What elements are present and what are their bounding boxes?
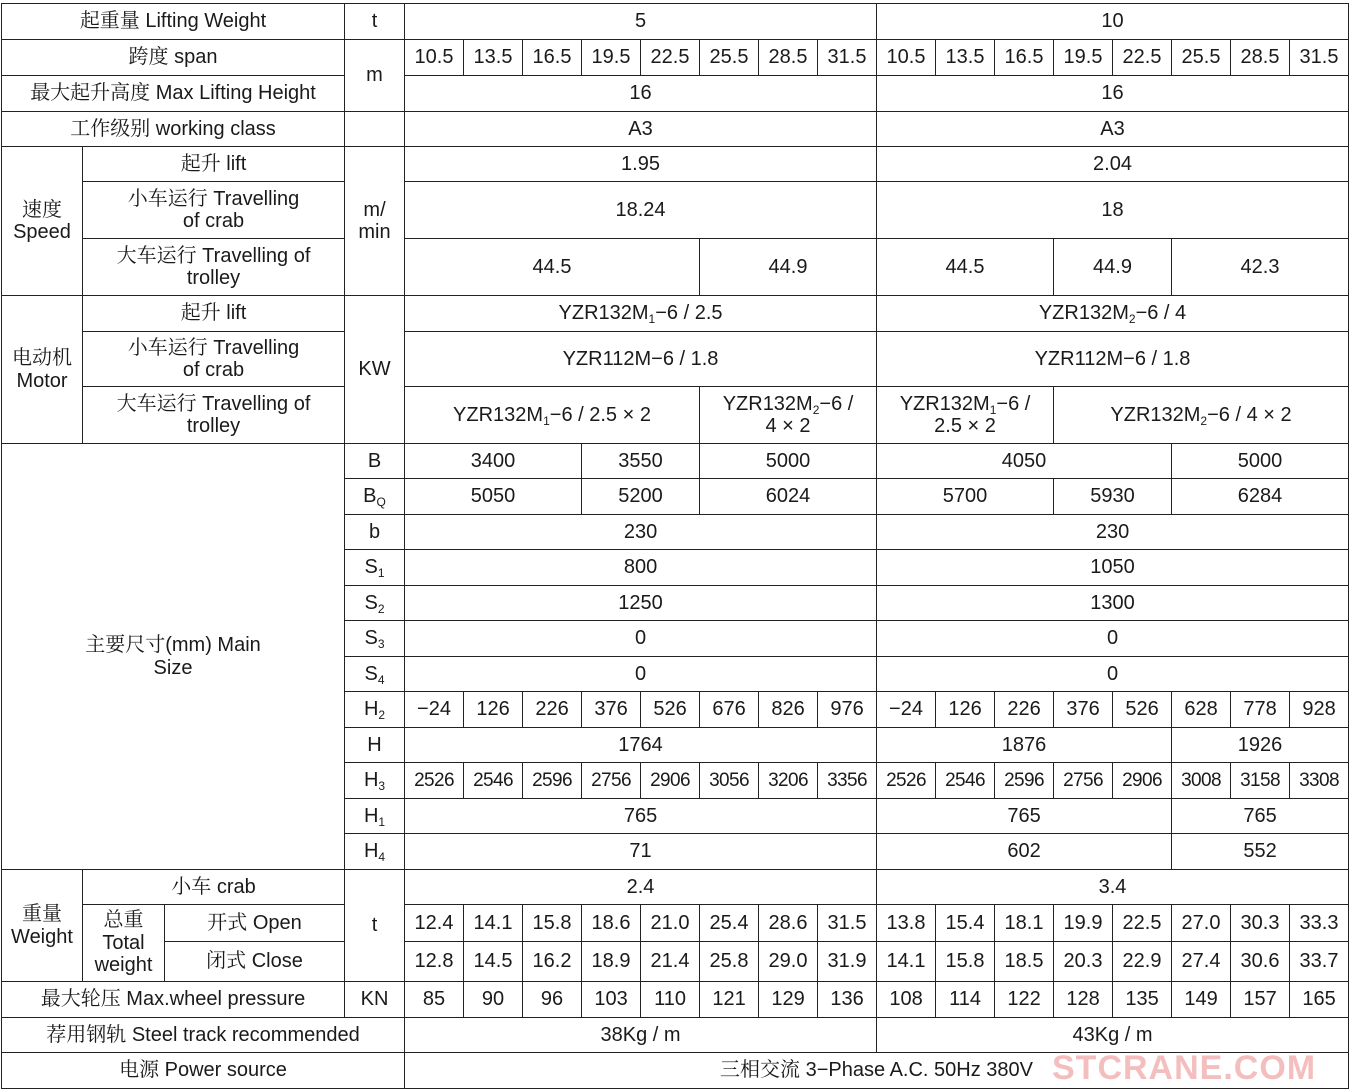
- row-speed-lift: [2, 147, 1349, 182]
- wheel-pressure-cell: 149: [1172, 982, 1231, 1018]
- dim-S4: [345, 657, 405, 692]
- weight-open-cell: 15.4: [936, 905, 995, 942]
- span-cell: 19.5: [1054, 40, 1113, 76]
- size-H-cell: 1764: [405, 728, 877, 763]
- span-cell: 28.5: [1231, 40, 1290, 76]
- row-weight-crab: [2, 870, 1349, 905]
- weight-crab-10: 3.4: [877, 870, 1349, 905]
- row-steel-track: [2, 1018, 1349, 1053]
- motor-trolley-c: [877, 387, 1054, 444]
- size-H-cell: 1926: [1172, 728, 1349, 763]
- size-H3-cell: 3206: [759, 763, 818, 799]
- weight-close-cell: 12.8: [405, 942, 464, 982]
- size-H4-cell: 602: [877, 834, 1172, 870]
- span-cell: 13.5: [936, 40, 995, 76]
- speed-lift-5: 1.95: [405, 147, 877, 182]
- span-cell: 31.5: [818, 40, 877, 76]
- wheel-pressure-cell: 108: [877, 982, 936, 1018]
- size-H3-cell: 2546: [936, 763, 995, 799]
- motor-trolley-a: [405, 387, 700, 444]
- motor-model: YZR132M: [899, 392, 990, 415]
- dim-B: B: [345, 444, 405, 479]
- row-weight-open: [2, 905, 1349, 942]
- motor-model: YZR132M: [453, 403, 544, 426]
- label-wheel-pressure: 最大轮压 Max.wheel pressure: [2, 982, 345, 1018]
- speed-trolley-cell: 44.5: [877, 239, 1054, 296]
- size-H3-cell: 2756: [582, 763, 641, 799]
- motor-subscript: 1: [648, 312, 656, 327]
- dim-letter: S: [364, 591, 378, 614]
- weight-open-cell: 28.6: [759, 905, 818, 942]
- span-cell: 13.5: [464, 40, 523, 76]
- weight-open-cell: 30.3: [1231, 905, 1290, 942]
- weight-close-cell: 29.0: [759, 942, 818, 982]
- motor-lift-5: [405, 296, 877, 332]
- size-B-cell: 5000: [1172, 444, 1349, 479]
- motor-rating: −6 / 4 × 2: [1207, 403, 1292, 426]
- weight-open-cell: 31.5: [818, 905, 877, 942]
- size-H3-cell: 2756: [1054, 763, 1113, 799]
- wheel-pressure-cell: 129: [759, 982, 818, 1018]
- span-cell: 10.5: [405, 40, 464, 76]
- steel-track-5: 38Kg / m: [405, 1018, 877, 1053]
- weight-close-cell: 21.4: [641, 942, 700, 982]
- wheel-pressure-cell: 128: [1054, 982, 1113, 1018]
- dim-S1: [345, 550, 405, 586]
- motor-rating-line2: 2.5 × 2: [934, 415, 996, 437]
- size-S1-10: 1050: [877, 550, 1349, 586]
- size-S1-5: 800: [405, 550, 877, 586]
- label-max-height: 最大起升高度 Max Lifting Height: [2, 76, 345, 112]
- dim-subscript: 3: [377, 637, 385, 652]
- working-class-5: A3: [405, 112, 877, 147]
- span-cell: 10.5: [877, 40, 936, 76]
- size-H2-cell: 778: [1231, 692, 1290, 728]
- dim-subscript: 2: [378, 708, 386, 723]
- size-BQ-cell: 6284: [1172, 479, 1349, 515]
- weight-close-cell: 33.7: [1290, 942, 1349, 982]
- dim-H1: [345, 799, 405, 834]
- weight-close-cell: 22.9: [1113, 942, 1172, 982]
- label-motor-group: 电动机 Motor: [2, 296, 83, 444]
- unit-empty: [345, 112, 405, 147]
- speed-trolley-cell: 44.9: [1054, 239, 1172, 296]
- unit-kn: KN: [345, 982, 405, 1018]
- size-H2-cell: 928: [1290, 692, 1349, 728]
- size-B-cell: 5000: [700, 444, 877, 479]
- label-span: 跨度 span: [2, 40, 345, 76]
- size-B-cell: 3400: [405, 444, 582, 479]
- size-BQ-cell: 5930: [1054, 479, 1172, 515]
- size-H4-cell: 71: [405, 834, 877, 870]
- unit-t: t: [345, 4, 405, 40]
- row-motor-crab: [2, 332, 1349, 387]
- label-speed-group: 速度 Speed: [2, 147, 83, 296]
- weight-close-cell: 31.9: [818, 942, 877, 982]
- unit-kw: KW: [345, 296, 405, 444]
- dim-S2: [345, 586, 405, 621]
- motor-model: YZR132M: [722, 392, 813, 415]
- power-source-value: 三相交流 3−Phase A.C. 50Hz 380V: [405, 1053, 1349, 1089]
- row-motor-trolley: [2, 387, 1349, 444]
- motor-subscript: 1: [543, 413, 550, 428]
- motor-crab-5: YZR112M−6 / 1.8: [405, 332, 877, 387]
- dim-H3: [345, 763, 405, 799]
- size-H3-cell: 2906: [641, 763, 700, 799]
- speed-crab-5: 18.24: [405, 182, 877, 239]
- motor-trolley-d: [1054, 387, 1349, 444]
- dim-b: b: [345, 515, 405, 550]
- label-total-weight: 总重 Total weight: [83, 905, 165, 982]
- wheel-pressure-cell: 114: [936, 982, 995, 1018]
- dim-letter: H: [363, 840, 379, 863]
- wheel-pressure-cell: 135: [1113, 982, 1172, 1018]
- dim-subscript: 1: [378, 814, 386, 829]
- size-H1-cell: 765: [877, 799, 1172, 834]
- weight-open-cell: 13.8: [877, 905, 936, 942]
- span-cell: 22.5: [1113, 40, 1172, 76]
- dim-subscript: 1: [377, 566, 385, 581]
- speed-crab-10: 18: [877, 182, 1349, 239]
- span-cell: 25.5: [1172, 40, 1231, 76]
- dim-H2: [345, 692, 405, 728]
- steel-track-10: 43Kg / m: [877, 1018, 1349, 1053]
- size-H2-cell: 976: [818, 692, 877, 728]
- wheel-pressure-cell: 96: [523, 982, 582, 1018]
- watermark-text: STCRANE.COM: [1052, 1049, 1317, 1087]
- weight-open-cell: 14.1: [464, 905, 523, 942]
- weight-open-cell: 21.0: [641, 905, 700, 942]
- size-H1-cell: 765: [405, 799, 877, 834]
- size-BQ-cell: 6024: [700, 479, 877, 515]
- weight-open-cell: 25.4: [700, 905, 759, 942]
- weight-open-cell: 12.4: [405, 905, 464, 942]
- label-power-source: 电源 Power source: [2, 1053, 405, 1089]
- crane-spec-table: [1, 3, 1349, 1089]
- wheel-pressure-cell: 157: [1231, 982, 1290, 1018]
- label-close: 闭式 Close: [165, 942, 345, 982]
- size-H2-cell: 628: [1172, 692, 1231, 728]
- dim-letter: H: [363, 698, 379, 721]
- speed-lift-10: 2.04: [877, 147, 1349, 182]
- row-speed-trolley: [2, 239, 1349, 296]
- row-weight-close: [2, 942, 1349, 982]
- wheel-pressure-cell: 110: [641, 982, 700, 1018]
- dim-letter: B: [363, 485, 377, 508]
- weight-close-cell: 14.5: [464, 942, 523, 982]
- motor-trolley-b: [700, 387, 877, 444]
- size-H4-cell: 552: [1172, 834, 1349, 870]
- size-H2-cell: 126: [464, 692, 523, 728]
- size-BQ-cell: 5050: [405, 479, 582, 515]
- motor-lift-10: [877, 296, 1349, 332]
- dim-letter: H: [363, 769, 379, 792]
- label-main-size: 主要尺寸(mm) Main Size: [2, 444, 345, 870]
- row-size-B: [2, 444, 1349, 479]
- dim-subscript: Q: [376, 495, 386, 510]
- working-class-10: A3: [877, 112, 1349, 147]
- weight-open-cell: 27.0: [1172, 905, 1231, 942]
- weight-open-cell: 22.5: [1113, 905, 1172, 942]
- motor-model: YZR132M: [1110, 403, 1201, 426]
- span-cell: 28.5: [759, 40, 818, 76]
- dim-letter: S: [364, 556, 378, 579]
- weight-open-cell: 33.3: [1290, 905, 1349, 942]
- dim-S3: [345, 621, 405, 657]
- size-H2-cell: 376: [1054, 692, 1113, 728]
- weight-crab-5: 2.4: [405, 870, 877, 905]
- dim-H: H: [345, 728, 405, 763]
- row-speed-crab: [2, 182, 1349, 239]
- motor-rating: −6 /: [996, 392, 1031, 415]
- motor-subscript: 1: [989, 402, 997, 417]
- motor-rating: −6 / 2.5 × 2: [549, 403, 651, 426]
- size-H3-cell: 2596: [523, 763, 582, 799]
- wheel-pressure-cell: 165: [1290, 982, 1349, 1018]
- motor-model: YZR132M: [558, 302, 649, 325]
- size-H-cell: 1876: [877, 728, 1172, 763]
- size-H2-cell: 526: [1113, 692, 1172, 728]
- row-span: [2, 40, 1349, 76]
- size-H3-cell: 3356: [818, 763, 877, 799]
- label-steel-track: 荐用钢轨 Steel track recommended: [2, 1018, 405, 1053]
- size-b-5: 230: [405, 515, 877, 550]
- dim-letter: S: [364, 627, 378, 650]
- dim-H4: [345, 834, 405, 870]
- motor-rating: −6 / 4: [1135, 302, 1187, 325]
- size-H2-cell: 226: [523, 692, 582, 728]
- wheel-pressure-cell: 85: [405, 982, 464, 1018]
- size-BQ-cell: 5200: [582, 479, 700, 515]
- unit-weight: t: [345, 870, 405, 982]
- label-weight-group: 重量 Weight: [2, 870, 83, 982]
- row-max-height: [2, 76, 1349, 112]
- label-motor-trolley: 大车运行 Travelling of trolley: [83, 387, 345, 444]
- max-height-5: 16: [405, 76, 877, 112]
- wheel-pressure-cell: 136: [818, 982, 877, 1018]
- motor-subscript: 2: [1200, 413, 1208, 428]
- max-height-10: 16: [877, 76, 1349, 112]
- motor-subscript: 2: [1128, 312, 1136, 327]
- size-H2-cell: −24: [405, 692, 464, 728]
- label-working-class: 工作级别 working class: [2, 112, 345, 147]
- size-S2-5: 1250: [405, 586, 877, 621]
- speed-trolley-cell: 44.9: [700, 239, 877, 296]
- weight-close-cell: 25.8: [700, 942, 759, 982]
- label-lifting-weight: 起重量 Lifting Weight: [2, 4, 345, 40]
- size-B-cell: 3550: [582, 444, 700, 479]
- size-H3-cell: 2906: [1113, 763, 1172, 799]
- motor-subscript: 2: [812, 402, 820, 417]
- size-S3-5: 0: [405, 621, 877, 657]
- dim-subscript: 4: [377, 672, 385, 687]
- dim-letter: S: [364, 662, 378, 685]
- row-wheel-pressure: [2, 982, 1349, 1018]
- weight-close-cell: 16.2: [523, 942, 582, 982]
- size-H3-cell: 3308: [1290, 763, 1349, 799]
- size-H2-cell: 126: [936, 692, 995, 728]
- weight-open-cell: 18.6: [582, 905, 641, 942]
- span-cell: 19.5: [582, 40, 641, 76]
- size-B-cell: 4050: [877, 444, 1172, 479]
- motor-rating: −6 / 2.5: [655, 302, 723, 325]
- label-open: 开式 Open: [165, 905, 345, 942]
- unit-m: m: [345, 40, 405, 112]
- dim-BQ: [345, 479, 405, 515]
- motor-rating-line2: 4 × 2: [765, 415, 811, 437]
- speed-trolley-cell: 42.3: [1172, 239, 1349, 296]
- weight-open-cell: 15.8: [523, 905, 582, 942]
- weight-close-cell: 15.8: [936, 942, 995, 982]
- unit-speed: m/ min: [345, 147, 405, 296]
- size-H2-cell: 826: [759, 692, 818, 728]
- label-motor-lift: 起升 lift: [83, 296, 345, 332]
- size-H2-cell: −24: [877, 692, 936, 728]
- weight-open-cell: 19.9: [1054, 905, 1113, 942]
- weight-open-cell: 18.1: [995, 905, 1054, 942]
- wheel-pressure-cell: 90: [464, 982, 523, 1018]
- span-cell: 16.5: [523, 40, 582, 76]
- span-cell: 25.5: [700, 40, 759, 76]
- size-H2-cell: 376: [582, 692, 641, 728]
- row-lifting-weight: [2, 4, 1349, 40]
- capacity-5: 5: [405, 4, 877, 40]
- speed-trolley-cell: 44.5: [405, 239, 700, 296]
- label-weight-crab: 小车 crab: [83, 870, 345, 905]
- size-H3-cell: 2526: [405, 763, 464, 799]
- weight-close-cell: 27.4: [1172, 942, 1231, 982]
- size-H3-cell: 2526: [877, 763, 936, 799]
- size-H3-cell: 3008: [1172, 763, 1231, 799]
- size-H1-cell: 765: [1172, 799, 1349, 834]
- size-BQ-cell: 5700: [877, 479, 1054, 515]
- row-motor-lift: [2, 296, 1349, 332]
- motor-crab-10: YZR112M−6 / 1.8: [877, 332, 1349, 387]
- dim-subscript: 2: [377, 601, 385, 616]
- dim-subscript: 3: [378, 779, 386, 794]
- label-speed-crab: 小车运行 Travelling of crab: [83, 182, 345, 239]
- label-speed-trolley: 大车运行 Travelling of trolley: [83, 239, 345, 296]
- dim-letter: H: [363, 804, 379, 827]
- span-cell: 22.5: [641, 40, 700, 76]
- size-S3-10: 0: [877, 621, 1349, 657]
- wheel-pressure-cell: 122: [995, 982, 1054, 1018]
- weight-close-cell: 18.5: [995, 942, 1054, 982]
- size-S4-5: 0: [405, 657, 877, 692]
- weight-close-cell: 14.1: [877, 942, 936, 982]
- size-b-10: 230: [877, 515, 1349, 550]
- size-H2-cell: 526: [641, 692, 700, 728]
- size-H3-cell: 3158: [1231, 763, 1290, 799]
- span-cell: 16.5: [995, 40, 1054, 76]
- row-power-source: [2, 1053, 1349, 1089]
- wheel-pressure-cell: 121: [700, 982, 759, 1018]
- size-H3-cell: 2546: [464, 763, 523, 799]
- motor-model: YZR132M: [1038, 302, 1129, 325]
- weight-close-cell: 30.6: [1231, 942, 1290, 982]
- size-S2-10: 1300: [877, 586, 1349, 621]
- wheel-pressure-cell: 103: [582, 982, 641, 1018]
- dim-subscript: 4: [378, 850, 386, 865]
- size-S4-10: 0: [877, 657, 1349, 692]
- capacity-10: 10: [877, 4, 1349, 40]
- row-working-class: [2, 112, 1349, 147]
- size-H3-cell: 3056: [700, 763, 759, 799]
- motor-rating: −6 /: [819, 392, 854, 415]
- weight-close-cell: 18.9: [582, 942, 641, 982]
- size-H2-cell: 226: [995, 692, 1054, 728]
- size-H3-cell: 2596: [995, 763, 1054, 799]
- span-cell: 31.5: [1290, 40, 1349, 76]
- label-motor-crab: 小车运行 Travelling of crab: [83, 332, 345, 387]
- label-speed-lift: 起升 lift: [83, 147, 345, 182]
- weight-close-cell: 20.3: [1054, 942, 1113, 982]
- size-H2-cell: 676: [700, 692, 759, 728]
